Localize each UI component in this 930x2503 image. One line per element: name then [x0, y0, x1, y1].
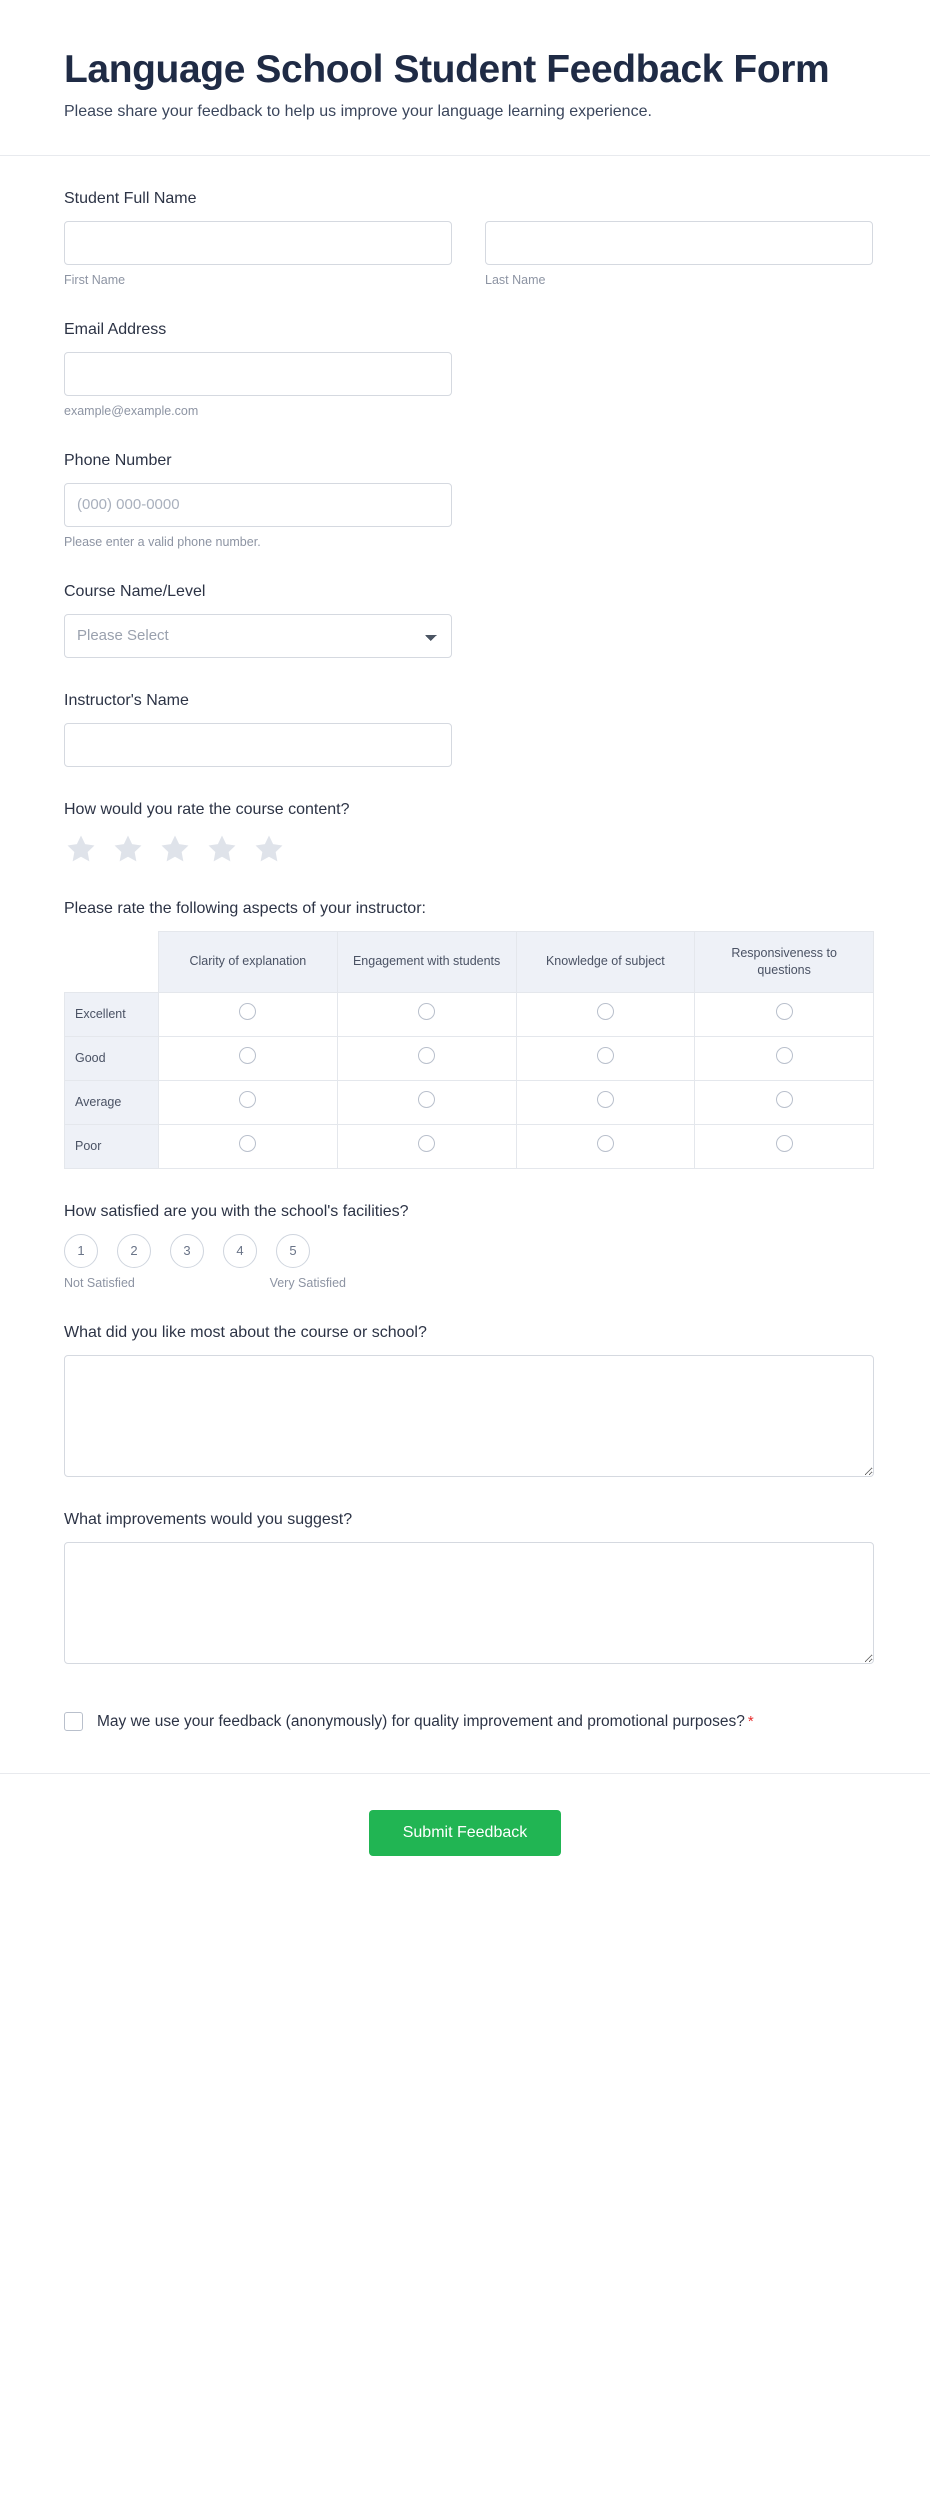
table-row [65, 1036, 874, 1080]
page-subtitle: Please share your feedback to help us improve your language learning experience. [64, 102, 652, 120]
matrix-label: Please rate the following aspects of your instructor: [64, 899, 426, 917]
instructor-label: Instructor's Name [64, 691, 189, 709]
matrix-cell[interactable] [695, 1124, 874, 1168]
star-icon[interactable] [158, 832, 192, 866]
required-marker: * [747, 1712, 754, 1730]
radio-button[interactable] [239, 1135, 256, 1152]
scale-option[interactable]: 5 [276, 1234, 310, 1268]
radio-button[interactable] [239, 1047, 256, 1064]
matrix-cell[interactable] [337, 1124, 516, 1168]
scale-low-label: Not Satisfied [64, 1275, 135, 1290]
field-course-rating [64, 801, 866, 866]
matrix-header-row [65, 931, 874, 992]
radio-button[interactable] [597, 1091, 614, 1108]
instructor-rating-matrix [64, 931, 874, 1169]
consent-checkbox[interactable] [64, 1712, 83, 1731]
scale-option[interactable]: 1 [64, 1234, 98, 1268]
radio-button[interactable] [597, 1047, 614, 1064]
matrix-col-header: Knowledge of subject [516, 931, 695, 992]
matrix-cell[interactable] [159, 1080, 338, 1124]
phone-input[interactable] [64, 483, 452, 527]
matrix-col-header: Engagement with students [337, 931, 516, 992]
star-rating[interactable] [64, 832, 866, 866]
radio-button[interactable] [418, 1047, 435, 1064]
matrix-cell[interactable] [337, 1080, 516, 1124]
course-label: Course Name/Level [64, 582, 206, 600]
field-facilities-scale [64, 1203, 866, 1290]
matrix-corner-cell [65, 931, 159, 992]
first-name-input[interactable] [64, 221, 452, 265]
table-row [65, 1080, 874, 1124]
phone-sublabel: Please enter a valid phone number. [64, 534, 261, 549]
matrix-cell[interactable] [337, 992, 516, 1036]
matrix-cell[interactable] [159, 992, 338, 1036]
matrix-cell[interactable] [695, 1036, 874, 1080]
radio-button[interactable] [776, 1135, 793, 1152]
scale-option[interactable]: 2 [117, 1234, 151, 1268]
star-icon[interactable] [252, 832, 286, 866]
form-header [0, 0, 930, 156]
field-course [64, 583, 866, 658]
scale-high-label: Very Satisfied [269, 1275, 346, 1290]
radio-button[interactable] [776, 1047, 793, 1064]
instructor-input[interactable] [64, 723, 452, 767]
field-phone [64, 452, 866, 549]
email-sublabel: example@example.com [64, 403, 199, 418]
facilities-label: How satisfied are you with the school's facilities? [64, 1202, 409, 1220]
matrix-col-header: Clarity of explanation [159, 931, 338, 992]
course-rating-label: How would you rate the course content? [64, 800, 350, 818]
course-select[interactable] [64, 614, 452, 658]
radio-button[interactable] [776, 1091, 793, 1108]
page-title: Language School Student Feedback Form [64, 48, 830, 91]
radio-button[interactable] [418, 1003, 435, 1020]
star-icon[interactable] [205, 832, 239, 866]
star-icon[interactable] [64, 832, 98, 866]
radio-button[interactable] [597, 1135, 614, 1152]
email-field[interactable] [64, 352, 452, 396]
name-row [64, 221, 866, 287]
submit-button[interactable]: Submit Feedback [369, 1810, 562, 1856]
matrix-cell[interactable] [695, 992, 874, 1036]
last-name-input[interactable] [485, 221, 873, 265]
matrix-row-header: Poor [65, 1124, 159, 1168]
radio-button[interactable] [418, 1135, 435, 1152]
field-consent [64, 1710, 866, 1734]
matrix-cell[interactable] [516, 1124, 695, 1168]
table-row [65, 1124, 874, 1168]
radio-button[interactable] [239, 1003, 256, 1020]
field-improvements [64, 1511, 866, 1664]
radio-button[interactable] [597, 1003, 614, 1020]
matrix-cell[interactable] [516, 992, 695, 1036]
improvements-textarea[interactable] [64, 1542, 874, 1664]
phone-label: Phone Number [64, 451, 172, 469]
first-name-col [64, 221, 452, 287]
improvements-label: What improvements would you suggest? [64, 1510, 353, 1528]
field-instructor [64, 692, 866, 767]
first-name-sublabel: First Name [64, 272, 126, 287]
last-name-col [485, 221, 873, 287]
last-name-sublabel: Last Name [485, 272, 546, 287]
email-label: Email Address [64, 320, 167, 338]
matrix-row-header: Excellent [65, 992, 159, 1036]
field-student-name [64, 190, 866, 287]
matrix-cell[interactable] [516, 1080, 695, 1124]
form-footer [0, 1773, 930, 1898]
facilities-scale [64, 1234, 866, 1268]
student-name-label: Student Full Name [64, 189, 197, 207]
consent-label: May we use your feedback (anonymously) for quality improvement and promotional purposes? [97, 1712, 745, 1730]
scale-legend [64, 1276, 346, 1290]
scale-option[interactable]: 3 [170, 1234, 204, 1268]
matrix-row-header: Good [65, 1036, 159, 1080]
field-liked-most [64, 1324, 866, 1477]
radio-button[interactable] [776, 1003, 793, 1020]
radio-button[interactable] [239, 1091, 256, 1108]
table-row [65, 992, 874, 1036]
liked-most-textarea[interactable] [64, 1355, 874, 1477]
scale-option[interactable]: 4 [223, 1234, 257, 1268]
liked-most-label: What did you like most about the course or school? [64, 1323, 427, 1341]
matrix-cell[interactable] [695, 1080, 874, 1124]
star-icon[interactable] [111, 832, 145, 866]
matrix-cell[interactable] [159, 1124, 338, 1168]
matrix-col-header: Responsiveness to questions [695, 931, 874, 992]
matrix-cell[interactable] [159, 1036, 338, 1080]
field-email [64, 321, 866, 418]
form-body [0, 156, 930, 1733]
matrix-row-header: Average [65, 1080, 159, 1124]
matrix-cell[interactable] [516, 1036, 695, 1080]
matrix-cell[interactable] [337, 1036, 516, 1080]
field-instructor-matrix [64, 900, 866, 1169]
radio-button[interactable] [418, 1091, 435, 1108]
